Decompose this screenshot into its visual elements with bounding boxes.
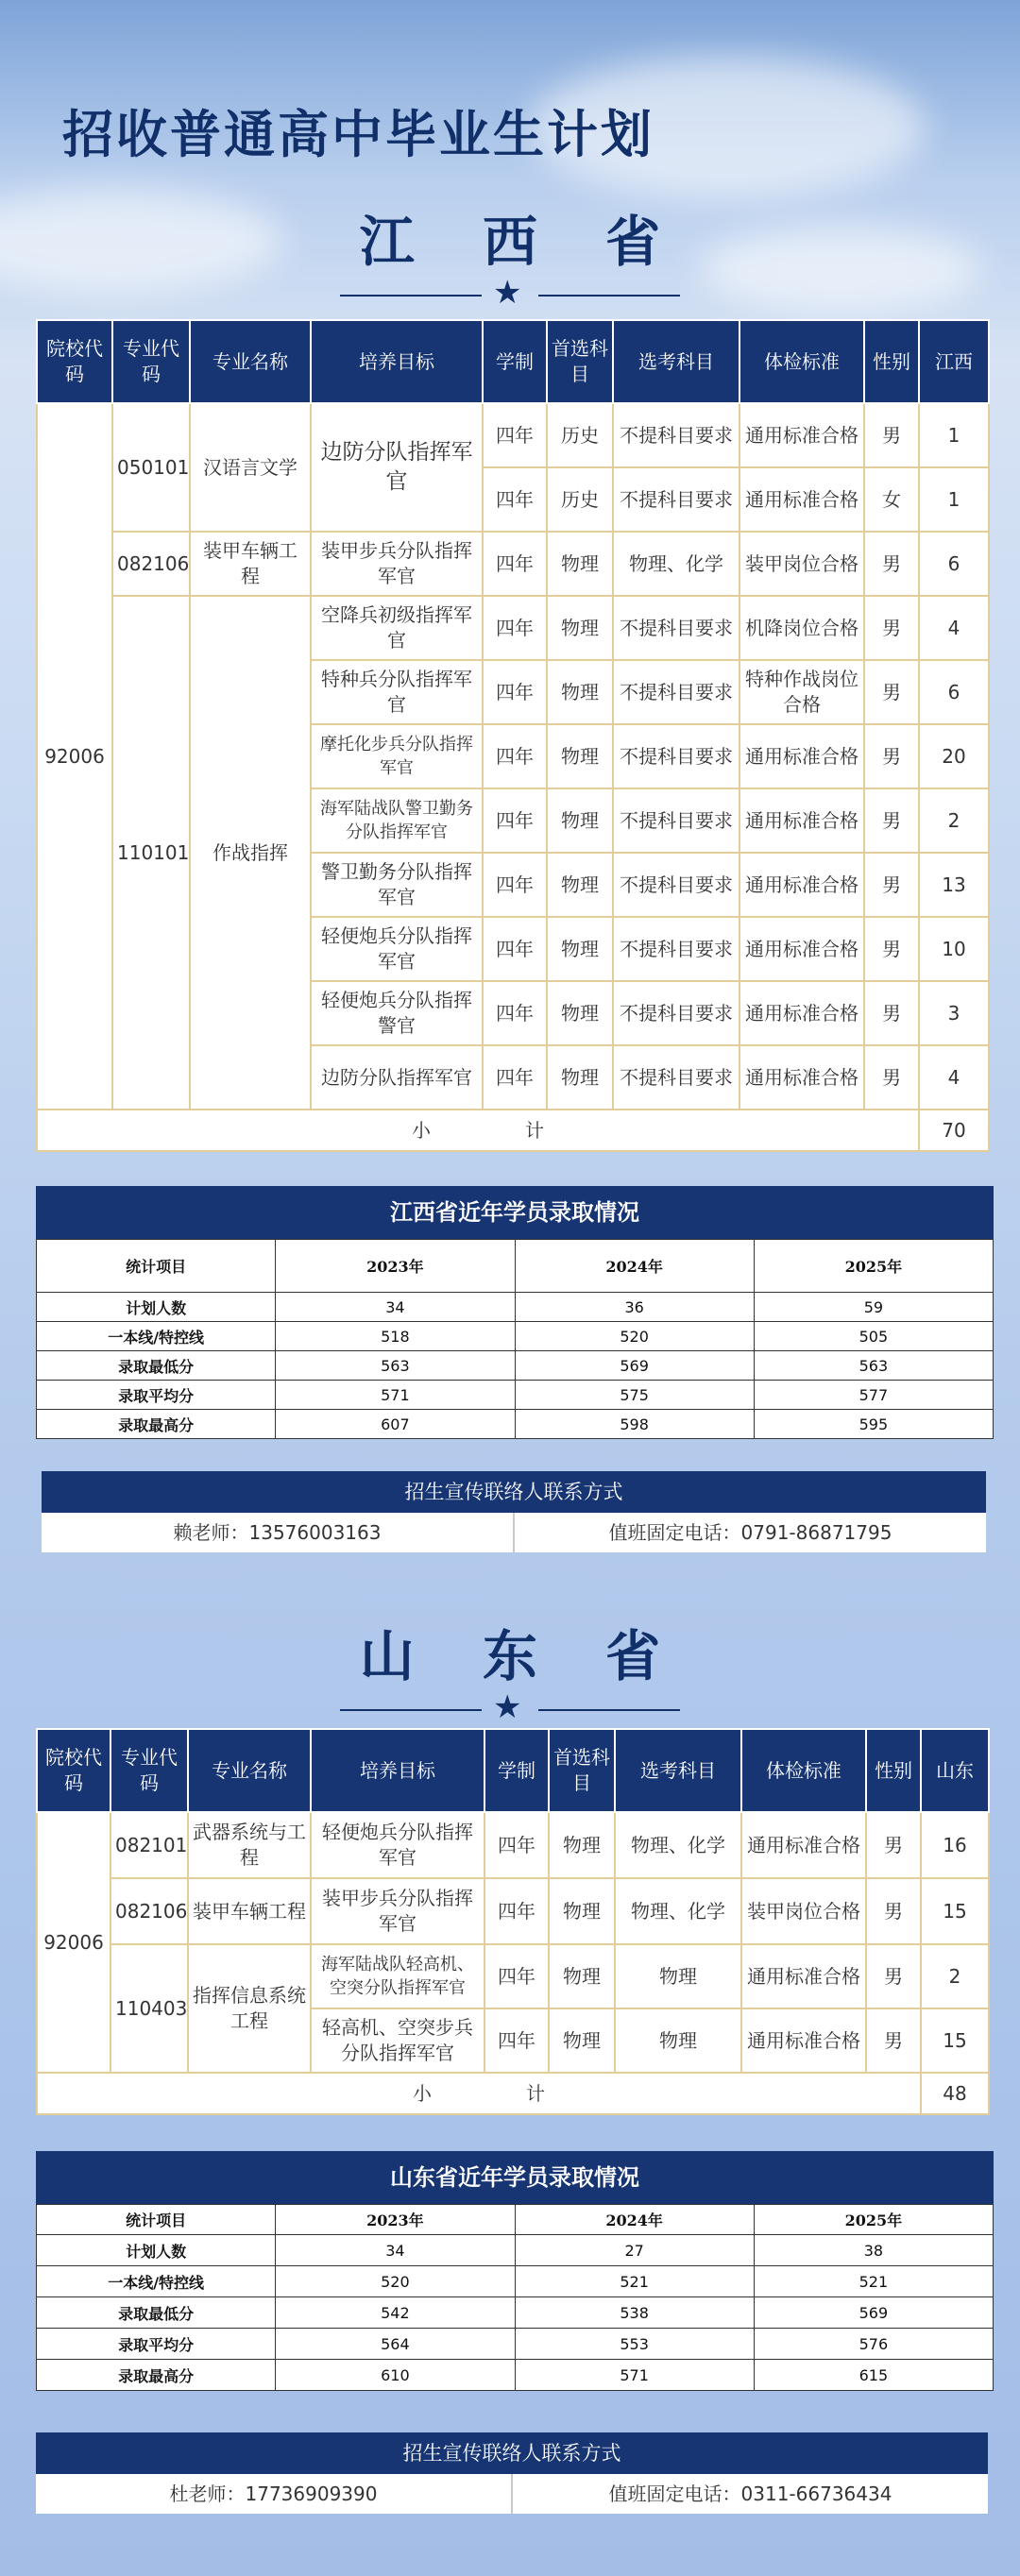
years-cell: 四年 xyxy=(484,2008,549,2073)
goal-cell: 装甲步兵分队指挥军官 xyxy=(311,532,483,596)
stats-title: 江西省近年学员录取情况 xyxy=(36,1186,994,1239)
goal-cell: 边防分队指挥军官 xyxy=(311,1045,483,1110)
stats-value-cell: 563 xyxy=(276,1351,515,1381)
header-cell: 首选科目 xyxy=(549,1729,615,1812)
stats-value-cell: 576 xyxy=(754,2329,993,2360)
physical-cell: 通用标准合格 xyxy=(740,917,864,981)
stats-row xyxy=(37,1410,994,1439)
physical-cell: 通用标准合格 xyxy=(741,1812,866,1878)
table-row xyxy=(37,532,989,596)
stats-row xyxy=(37,2360,994,2391)
contact-person: 杜老师：17736909390 xyxy=(36,2474,513,2514)
stats-value-cell: 38 xyxy=(754,2235,993,2266)
count-cell: 13 xyxy=(919,853,989,917)
count-cell: 4 xyxy=(919,1045,989,1110)
first-subject-cell: 物理 xyxy=(549,2008,615,2073)
stats-label-cell: 一本线/特控线 xyxy=(37,1322,276,1351)
contact-row xyxy=(36,2474,988,2514)
elective-cell: 不提科目要求 xyxy=(613,1045,740,1110)
count-cell: 10 xyxy=(919,917,989,981)
elective-cell: 物理 xyxy=(615,2008,741,2073)
stats-label-cell: 计划人数 xyxy=(37,2235,276,2266)
major-code-cell: 082101 xyxy=(110,1812,188,1878)
physical-cell: 特种作战岗位合格 xyxy=(740,660,864,724)
first-subject-cell: 物理 xyxy=(547,981,613,1045)
gender-cell: 男 xyxy=(864,596,919,660)
stats-row xyxy=(37,2297,994,2329)
stats-label-cell: 录取最高分 xyxy=(37,2360,276,2391)
count-cell: 6 xyxy=(919,660,989,724)
header-cell: 选考科目 xyxy=(613,320,740,403)
shandong-stats-section xyxy=(36,2151,994,2391)
stats-label-cell: 计划人数 xyxy=(37,1293,276,1322)
physical-cell: 通用标准合格 xyxy=(740,981,864,1045)
stats-value-cell: 521 xyxy=(754,2266,993,2297)
stats-value-cell: 521 xyxy=(515,2266,754,2297)
physical-cell: 通用标准合格 xyxy=(740,724,864,788)
count-cell: 15 xyxy=(921,1878,989,1944)
gender-cell: 女 xyxy=(864,467,919,532)
goal-cell: 警卫勤务分队指挥军官 xyxy=(311,853,483,917)
stats-value-cell: 595 xyxy=(754,1410,993,1439)
contact-title: 招生宣传联络人联系方式 xyxy=(42,1471,986,1513)
years-cell: 四年 xyxy=(483,403,547,467)
stats-value-cell: 542 xyxy=(276,2297,515,2329)
jiangxi-stats-table xyxy=(36,1239,994,1439)
stats-header-cell: 2024年 xyxy=(515,2205,754,2235)
stats-value-cell: 520 xyxy=(515,1322,754,1351)
stats-value-cell: 34 xyxy=(276,1293,515,1322)
elective-cell: 不提科目要求 xyxy=(613,403,740,467)
first-subject-cell: 物理 xyxy=(547,788,613,853)
table-row xyxy=(37,1878,989,1944)
header-cell: 体检标准 xyxy=(741,1729,866,1812)
header-cell: 学制 xyxy=(483,320,547,403)
stats-row xyxy=(37,2329,994,2360)
years-cell: 四年 xyxy=(483,532,547,596)
first-subject-cell: 物理 xyxy=(549,1812,615,1878)
contact-duty-phone: 值班固定电话：0311-66736434 xyxy=(608,2483,892,2505)
years-cell: 四年 xyxy=(484,1944,549,2008)
years-cell: 四年 xyxy=(483,788,547,853)
stats-row xyxy=(37,1381,994,1410)
stats-value-cell: 607 xyxy=(276,1410,515,1439)
gender-cell: 男 xyxy=(866,1812,921,1878)
first-subject-cell: 物理 xyxy=(547,853,613,917)
stats-header-row xyxy=(37,2205,994,2235)
stats-value-cell: 575 xyxy=(515,1381,754,1410)
physical-cell: 通用标准合格 xyxy=(741,2008,866,2073)
physical-cell: 装甲岗位合格 xyxy=(740,532,864,596)
jiangxi-heading xyxy=(0,208,1020,312)
jiangxi-plan-table xyxy=(36,319,990,1152)
gender-cell: 男 xyxy=(864,853,919,917)
stats-row xyxy=(37,2235,994,2266)
gender-cell: 男 xyxy=(864,981,919,1045)
first-subject-cell: 历史 xyxy=(547,403,613,467)
major-name-cell: 武器系统与工程 xyxy=(188,1812,311,1878)
jiangxi-stats-section xyxy=(36,1186,994,1439)
shandong-plan-table xyxy=(36,1728,990,2115)
first-subject-cell: 物理 xyxy=(549,1878,615,1944)
years-cell: 四年 xyxy=(483,660,547,724)
goal-cell: 摩托化步兵分队指挥军官 xyxy=(311,724,483,788)
stats-value-cell: 577 xyxy=(754,1381,993,1410)
gender-cell: 男 xyxy=(864,660,919,724)
stats-value-cell: 571 xyxy=(276,1381,515,1410)
physical-cell: 通用标准合格 xyxy=(740,1045,864,1110)
stats-label-cell: 录取最高分 xyxy=(37,1410,276,1439)
first-subject-cell: 物理 xyxy=(547,660,613,724)
years-cell: 四年 xyxy=(483,853,547,917)
major-code-cell: 082106 xyxy=(112,532,190,596)
physical-cell: 装甲岗位合格 xyxy=(741,1878,866,1944)
header-cell: 专业代码 xyxy=(112,320,190,403)
shandong-contact xyxy=(36,2432,988,2514)
gender-cell: 男 xyxy=(864,724,919,788)
count-cell: 15 xyxy=(921,2008,989,2073)
elective-cell: 不提科目要求 xyxy=(613,853,740,917)
first-subject-cell: 物理 xyxy=(547,596,613,660)
major-code-cell: 050101 xyxy=(112,403,190,532)
first-subject-cell: 物理 xyxy=(549,1944,615,2008)
physical-cell: 通用标准合格 xyxy=(740,467,864,532)
first-subject-cell: 历史 xyxy=(547,467,613,532)
goal-cell: 轻便炮兵分队指挥军官 xyxy=(311,917,483,981)
goal-cell: 特种兵分队指挥军官 xyxy=(311,660,483,724)
stats-row xyxy=(37,1351,994,1381)
major-name-cell: 作战指挥 xyxy=(190,596,311,1110)
header-cell: 性别 xyxy=(866,1729,921,1812)
stats-value-cell: 59 xyxy=(754,1293,993,1322)
stats-header-cell: 2024年 xyxy=(515,1240,754,1293)
stats-label-cell: 一本线/特控线 xyxy=(37,2266,276,2297)
stats-value-cell: 564 xyxy=(276,2329,515,2360)
stats-value-cell: 27 xyxy=(515,2235,754,2266)
header-cell: 院校代码 xyxy=(37,1729,110,1812)
stats-value-cell: 569 xyxy=(515,1351,754,1381)
shandong-heading xyxy=(0,1622,1020,1726)
stats-label-cell: 录取平均分 xyxy=(37,1381,276,1410)
major-code-cell: 110403 xyxy=(110,1944,188,2073)
gender-cell: 男 xyxy=(864,403,919,467)
stats-label-cell: 录取最低分 xyxy=(37,1351,276,1381)
first-subject-cell: 物理 xyxy=(547,917,613,981)
years-cell: 四年 xyxy=(483,467,547,532)
years-cell: 四年 xyxy=(484,1812,549,1878)
elective-cell: 不提科目要求 xyxy=(613,724,740,788)
stats-value-cell: 553 xyxy=(515,2329,754,2360)
heading-ornament xyxy=(340,274,680,312)
page-title: 招收普通高中毕业生计划 xyxy=(62,104,654,164)
major-name-cell: 装甲车辆工程 xyxy=(190,532,311,596)
stats-label-cell: 录取最低分 xyxy=(37,2297,276,2329)
goal-cell: 海军陆战队轻高机、空突分队指挥军官 xyxy=(311,1944,484,2008)
years-cell: 四年 xyxy=(483,917,547,981)
stats-value-cell: 571 xyxy=(515,2360,754,2391)
subtotal-row xyxy=(37,1110,989,1151)
header-cell: 江西 xyxy=(919,320,989,403)
header-cell: 体检标准 xyxy=(740,320,864,403)
elective-cell: 物理、化学 xyxy=(613,532,740,596)
elective-cell: 物理 xyxy=(615,1944,741,2008)
goal-cell: 空降兵初级指挥军官 xyxy=(311,596,483,660)
shandong-province-name: 山 东 省 xyxy=(359,1624,686,1688)
gender-cell: 男 xyxy=(864,532,919,596)
count-cell: 16 xyxy=(921,1812,989,1878)
header-cell: 专业名称 xyxy=(188,1729,311,1812)
gender-cell: 男 xyxy=(864,917,919,981)
stats-value-cell: 569 xyxy=(754,2297,993,2329)
count-cell: 4 xyxy=(919,596,989,660)
header-cell: 选考科目 xyxy=(615,1729,741,1812)
elective-cell: 不提科目要求 xyxy=(613,981,740,1045)
elective-cell: 不提科目要求 xyxy=(613,788,740,853)
count-cell: 6 xyxy=(919,532,989,596)
school-code-cell: 92006 xyxy=(37,403,112,1110)
header-cell: 山东 xyxy=(921,1729,989,1812)
stats-row xyxy=(37,1293,994,1322)
subtotal-row xyxy=(37,2073,989,2114)
goal-cell: 轻便炮兵分队指挥军官 xyxy=(311,1812,484,1878)
count-cell: 20 xyxy=(919,724,989,788)
header-cell: 学制 xyxy=(484,1729,549,1812)
star-icon: ★ xyxy=(493,274,522,312)
star-icon: ★ xyxy=(493,1688,522,1726)
stats-value-cell: 36 xyxy=(515,1293,754,1322)
contact-row xyxy=(42,1513,986,1552)
header-cell: 性别 xyxy=(864,320,919,403)
elective-cell: 不提科目要求 xyxy=(613,917,740,981)
stats-header-cell: 2025年 xyxy=(754,2205,993,2235)
major-name-cell: 装甲车辆工程 xyxy=(188,1878,311,1944)
stats-value-cell: 610 xyxy=(276,2360,515,2391)
stats-title: 山东省近年学员录取情况 xyxy=(36,2151,994,2204)
years-cell: 四年 xyxy=(483,724,547,788)
elective-cell: 物理、化学 xyxy=(615,1878,741,1944)
goal-cell: 海军陆战队警卫勤务分队指挥军官 xyxy=(311,788,483,853)
header-cell: 专业代码 xyxy=(110,1729,188,1812)
count-cell: 1 xyxy=(919,403,989,467)
stats-value-cell: 615 xyxy=(754,2360,993,2391)
header-cell: 首选科目 xyxy=(547,320,613,403)
first-subject-cell: 物理 xyxy=(547,532,613,596)
subtotal-value: 48 xyxy=(921,2073,989,2114)
goal-cell: 轻便炮兵分队指挥警官 xyxy=(311,981,483,1045)
count-cell: 3 xyxy=(919,981,989,1045)
table-row xyxy=(37,403,989,467)
gender-cell: 男 xyxy=(866,2008,921,2073)
years-cell: 四年 xyxy=(484,1878,549,1944)
heading-ornament xyxy=(340,1688,680,1726)
major-name-cell: 汉语言文学 xyxy=(190,403,311,532)
gender-cell: 男 xyxy=(864,788,919,853)
goal-cell: 轻高机、空突步兵分队指挥军官 xyxy=(311,2008,484,2073)
stats-value-cell: 34 xyxy=(276,2235,515,2266)
stats-value-cell: 598 xyxy=(515,1410,754,1439)
elective-cell: 不提科目要求 xyxy=(613,596,740,660)
major-code-cell: 082106 xyxy=(110,1878,188,1944)
count-cell: 2 xyxy=(919,788,989,853)
subtotal-label: 小 计 xyxy=(37,1110,919,1151)
major-code-cell: 110101 xyxy=(112,596,190,1110)
years-cell: 四年 xyxy=(483,596,547,660)
stats-header-cell: 统计项目 xyxy=(37,2205,276,2235)
goal-cell: 装甲步兵分队指挥军官 xyxy=(311,1878,484,1944)
physical-cell: 通用标准合格 xyxy=(741,1944,866,2008)
major-name-cell: 指挥信息系统工程 xyxy=(188,1944,311,2073)
physical-cell: 通用标准合格 xyxy=(740,853,864,917)
count-cell: 2 xyxy=(921,1944,989,2008)
header-cell: 院校代码 xyxy=(37,320,112,403)
header-cell: 培养目标 xyxy=(311,320,483,403)
physical-cell: 通用标准合格 xyxy=(740,788,864,853)
school-code-cell: 92006 xyxy=(37,1812,110,2073)
table-header-row xyxy=(37,320,989,403)
stats-header-row xyxy=(37,1240,994,1293)
stats-value-cell: 505 xyxy=(754,1322,993,1351)
count-cell: 1 xyxy=(919,467,989,532)
stats-header-cell: 2023年 xyxy=(276,1240,515,1293)
years-cell: 四年 xyxy=(483,981,547,1045)
table-row xyxy=(37,1944,989,2008)
table-header-row xyxy=(37,1729,989,1812)
stats-label-cell: 录取平均分 xyxy=(37,2329,276,2360)
goal-cell: 边防分队指挥军官 xyxy=(311,403,483,532)
stats-value-cell: 538 xyxy=(515,2297,754,2329)
table-row xyxy=(37,1812,989,1878)
header-cell: 专业名称 xyxy=(190,320,311,403)
gender-cell: 男 xyxy=(864,1045,919,1110)
gender-cell: 男 xyxy=(866,1878,921,1944)
jiangxi-province-name: 江 西 省 xyxy=(359,210,686,274)
gender-cell: 男 xyxy=(866,1944,921,2008)
elective-cell: 不提科目要求 xyxy=(613,467,740,532)
physical-cell: 通用标准合格 xyxy=(740,403,864,467)
stats-header-cell: 统计项目 xyxy=(37,1240,276,1293)
stats-header-cell: 2023年 xyxy=(276,2205,515,2235)
contact-duty-phone: 值班固定电话：0791-86871795 xyxy=(608,1521,892,1544)
years-cell: 四年 xyxy=(483,1045,547,1110)
shandong-stats-table xyxy=(36,2204,994,2391)
table-row xyxy=(37,596,989,660)
physical-cell: 机降岗位合格 xyxy=(740,596,864,660)
first-subject-cell: 物理 xyxy=(547,1045,613,1110)
stats-header-cell: 2025年 xyxy=(754,1240,993,1293)
stats-row xyxy=(37,1322,994,1351)
subtotal-value: 70 xyxy=(919,1110,989,1151)
stats-value-cell: 520 xyxy=(276,2266,515,2297)
stats-row xyxy=(37,2266,994,2297)
jiangxi-contact xyxy=(42,1471,986,1552)
elective-cell: 物理、化学 xyxy=(615,1812,741,1878)
contact-person: 赖老师：13576003163 xyxy=(42,1513,515,1552)
contact-title: 招生宣传联络人联系方式 xyxy=(36,2432,988,2474)
elective-cell: 不提科目要求 xyxy=(613,660,740,724)
header-cell: 培养目标 xyxy=(311,1729,484,1812)
stats-value-cell: 563 xyxy=(754,1351,993,1381)
stats-value-cell: 518 xyxy=(276,1322,515,1351)
first-subject-cell: 物理 xyxy=(547,724,613,788)
subtotal-label: 小 计 xyxy=(37,2073,921,2114)
